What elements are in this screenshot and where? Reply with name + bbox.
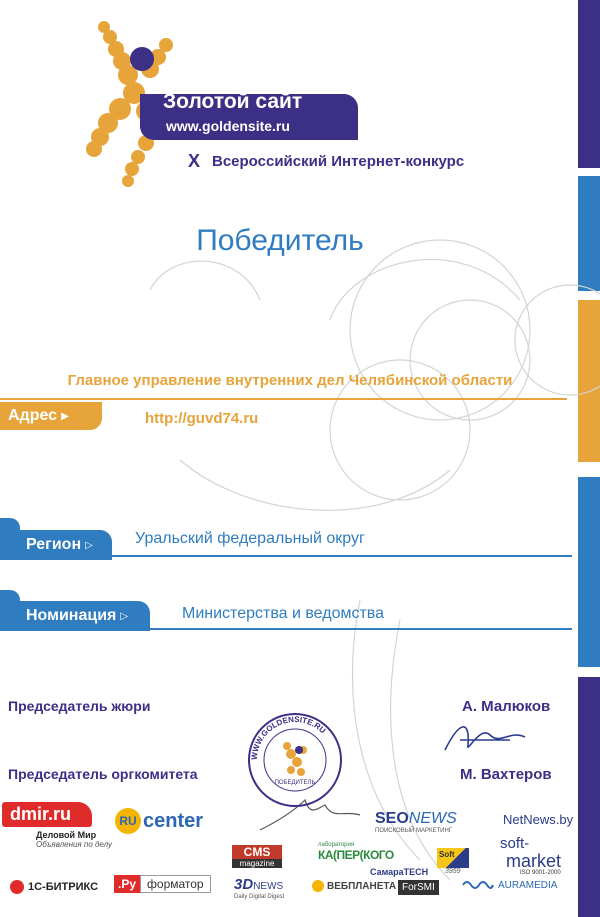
logo-title: Золотой сайт (163, 90, 303, 113)
forsmi-logo[interactable]: ForSMI (398, 880, 439, 895)
nomination-divider (0, 628, 572, 630)
winner-organization: Главное управление внутренних дел Челябинской области (67, 372, 513, 389)
formator-text: форматор (140, 875, 211, 893)
dmir-tagline: Объявления по делу (36, 840, 113, 849)
contest-number: X (188, 151, 201, 171)
arrow-right-icon: ▷ (120, 610, 129, 622)
seonews-seo: SEO (375, 810, 409, 827)
auramedia-logo[interactable] (462, 878, 557, 892)
seonews-subtitle: ПОИСКОВЫЙ МАРКЕТИНГ (375, 828, 453, 834)
award-title: Победитель (196, 224, 364, 257)
winner-stamp (245, 710, 345, 810)
softkey-mark (437, 848, 469, 868)
rucenter-badge: RU (115, 808, 141, 834)
auramedia-text: AURAMEDIA (498, 879, 558, 891)
cms-magazine-logo[interactable] (232, 845, 282, 868)
dmir-subtitle: Деловой Мир (36, 830, 97, 840)
contest-title: Всероссийский Интернет-конкурс (212, 153, 465, 170)
logo-url: www.goldensite.ru (166, 118, 290, 134)
bitrix-text: 1С-БИТРИКС (28, 881, 99, 893)
address-url[interactable]: http://guvd74.ru (145, 410, 259, 427)
auramedia-wave-icon (462, 878, 494, 892)
soft-market-logo[interactable] (500, 836, 561, 876)
formator-ru: .Ру (114, 875, 140, 893)
committee-chair-label: Председатель оргкомитета (8, 766, 198, 782)
arrow-right-icon: ▶ (61, 410, 69, 422)
softkey-number: 3959 (445, 868, 461, 875)
arrow-right-icon: ▷ (85, 539, 93, 551)
seonews-logo[interactable] (375, 810, 457, 834)
softmarket-market: market (506, 851, 562, 871)
seonews-news: NEWS (408, 810, 457, 827)
3dnews-news: NEWS (253, 881, 284, 892)
jury-chair-signature (440, 715, 530, 760)
softkey-logo[interactable] (437, 848, 469, 875)
region-label: Регион (26, 536, 82, 553)
3dnews-subtitle: Daily Digital Digest (234, 894, 285, 900)
rucenter-logo[interactable] (115, 808, 203, 834)
samaratech-logo[interactable]: СамараТЕСН (370, 867, 429, 877)
ru-formator-logo[interactable] (114, 875, 211, 893)
3dnews-logo[interactable] (234, 876, 284, 900)
webplaneta-logo[interactable] (312, 880, 396, 892)
cms-logo-text: CMS (232, 845, 282, 859)
nomination-tab (0, 601, 150, 631)
softmarket-iso: ISO 9001-2000 (520, 870, 561, 876)
organization-divider (0, 398, 567, 400)
softkey-text: Soft (439, 850, 455, 859)
1c-bitrix-logo[interactable] (10, 880, 98, 894)
rucenter-text: center (143, 809, 204, 832)
nomination-label: Номинация (26, 607, 117, 624)
jury-chair-name: А. Малюков (462, 698, 551, 715)
softmarket-soft: soft- (500, 835, 530, 852)
kaspersky-lab-logo[interactable] (318, 842, 394, 862)
3dnews-3d: 3D (234, 876, 254, 893)
address-tab (0, 402, 102, 430)
netnews-logo[interactable]: NetNews.by (503, 812, 574, 827)
kaspersky-text: КА(ПЕР(КОГО (318, 848, 394, 862)
committee-chair-name: М. Вахтеров (460, 766, 552, 783)
bitrix-icon (10, 880, 24, 894)
jury-chair-label: Председатель жюри (8, 698, 151, 714)
kaspersky-subtitle: лаборатория (318, 842, 355, 848)
dmir-logo-mark: dmir.ru (2, 802, 92, 827)
region-divider (0, 555, 572, 557)
nomination-value: Министерства и ведомства (182, 605, 385, 622)
address-label: Адрес (8, 407, 58, 424)
cms-logo-sub: magazine (232, 859, 282, 868)
webplaneta-text: ВЕБПЛАНЕТА (327, 880, 397, 892)
region-value: Уральский федеральный округ (135, 530, 365, 547)
webplaneta-icon (312, 880, 324, 892)
stamp-ring-text: WWW.GOLDENSITE.RU (249, 714, 328, 761)
dmir-logo[interactable] (2, 802, 112, 849)
stamp-center-text: ПОБЕДИТЕЛЬ (274, 780, 316, 786)
